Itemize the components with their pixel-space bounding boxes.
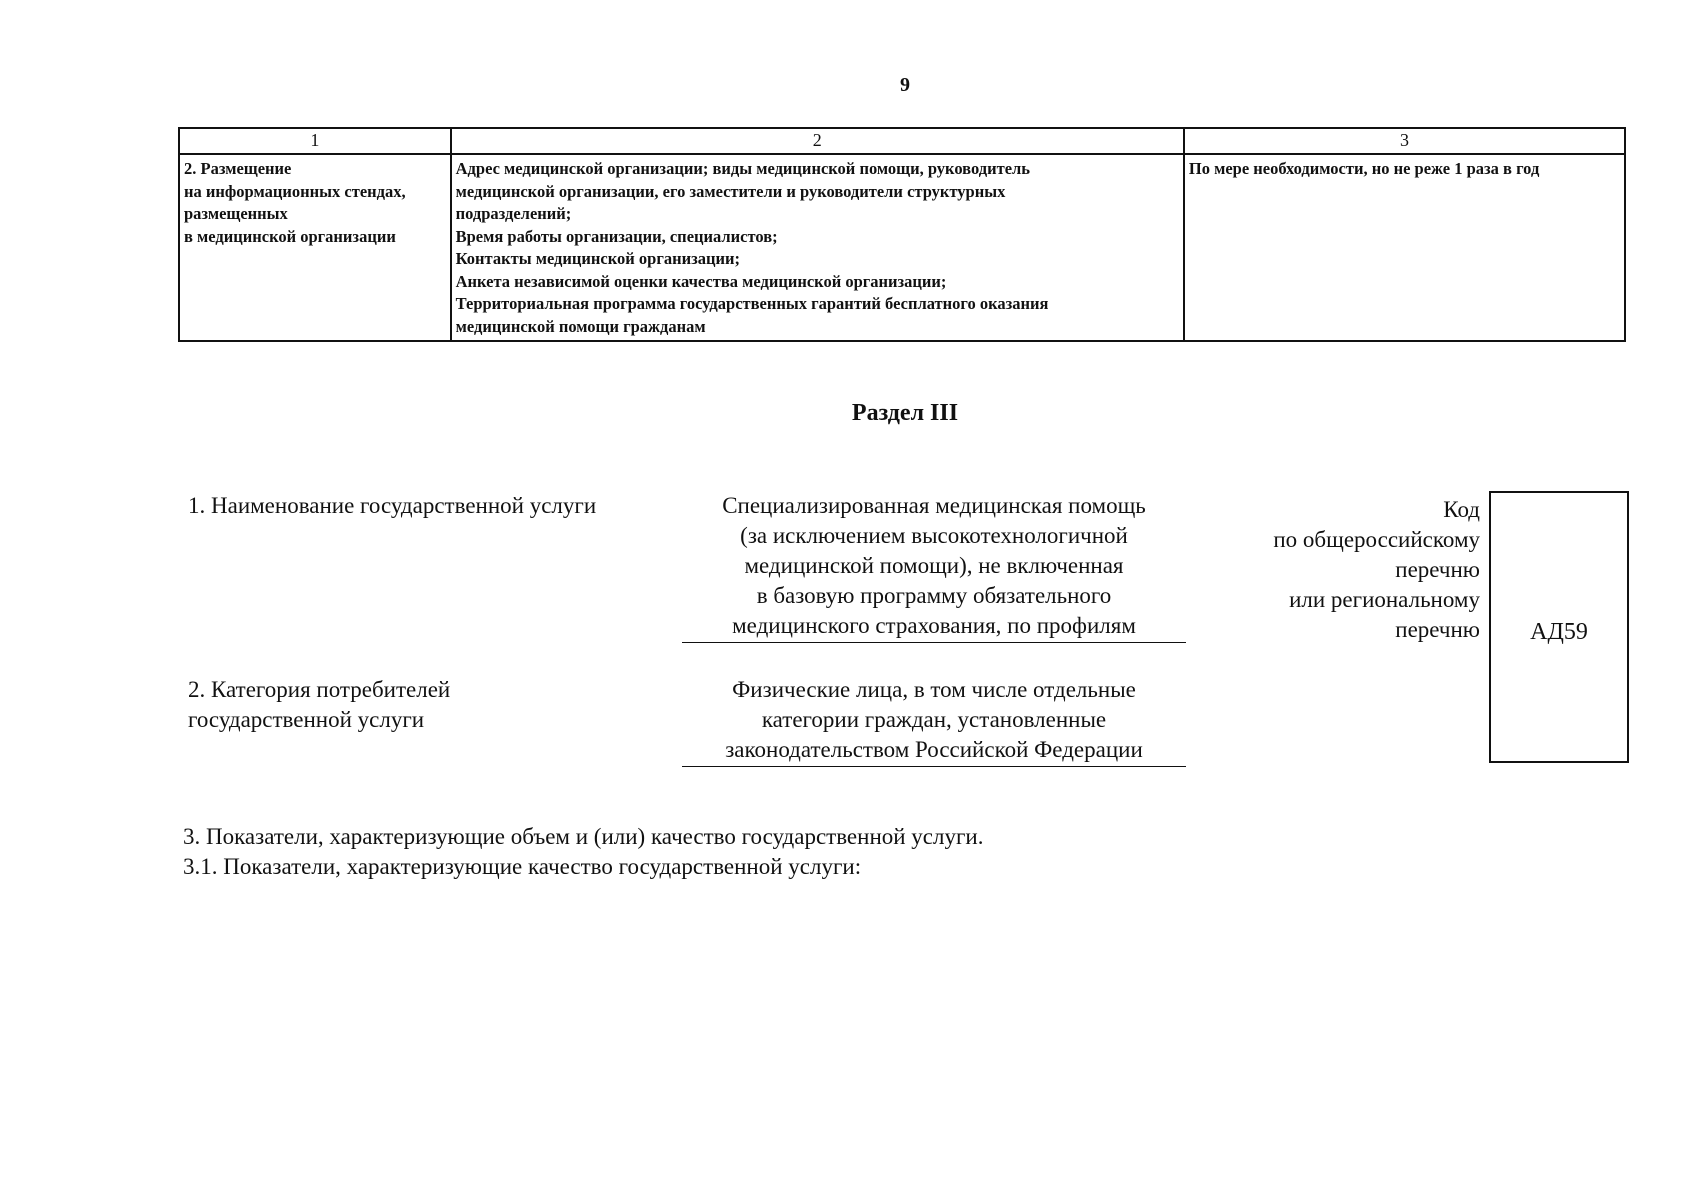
category-label-line: 2. Категория потребителей bbox=[188, 677, 451, 702]
category-value-line: категории граждан, установленные bbox=[761, 707, 1107, 732]
cell-text-line: 2. Размещение bbox=[184, 159, 292, 178]
service-name-label: 1. Наименование государственной услуги bbox=[188, 493, 597, 518]
cell-text-line: размещенных bbox=[184, 204, 288, 223]
table-cell-frequency bbox=[1184, 154, 1625, 341]
code-label-line: по общероссийскому bbox=[1273, 527, 1480, 552]
service-name-line: Специализированная медицинская помощь bbox=[722, 493, 1146, 518]
cell-text-line: в медицинской организации bbox=[184, 226, 396, 246]
code-label-line: перечню bbox=[1395, 557, 1480, 582]
table-header-cell: 1 bbox=[179, 128, 451, 154]
service-name-line: медицинского страхования, по профилям bbox=[732, 613, 1136, 638]
code-value: АД59 bbox=[1530, 619, 1588, 645]
page-number: 9 bbox=[900, 74, 910, 96]
table-header-cell: 3 bbox=[1184, 128, 1625, 154]
code-label-line: перечню bbox=[1395, 617, 1480, 642]
cell-text-line: Время работы организации, специалистов; bbox=[455, 226, 778, 246]
consumer-category-label bbox=[188, 675, 450, 735]
section-title: Раздел III bbox=[851, 400, 959, 426]
cell-text-line: подразделений; bbox=[455, 204, 572, 223]
table-cell-method bbox=[179, 154, 451, 341]
info-table bbox=[178, 127, 1626, 342]
table-row bbox=[179, 154, 1625, 341]
service-name-value bbox=[682, 491, 1186, 643]
service-name-line: медицинской помощи), не включенная bbox=[744, 553, 1124, 578]
indicators-heading: 3. Показатели, характеризующие объем и (или) качество государственной услуги. bbox=[183, 824, 984, 849]
code-label-line: или региональному bbox=[1289, 587, 1480, 612]
table-cell-content bbox=[451, 154, 1184, 341]
code-label bbox=[1220, 495, 1480, 645]
cell-text-line: По мере необходимости, но не реже 1 раза в год bbox=[1188, 159, 1540, 178]
service-name-line: (за исключением высокотехнологичной bbox=[740, 523, 1128, 548]
consumer-category-value bbox=[682, 675, 1186, 767]
category-label-line: государственной услуги bbox=[188, 707, 425, 732]
table-header-cell: 2 bbox=[451, 128, 1184, 154]
cell-text-line: Адрес медицинской организации; виды медицинской помощи, руководитель bbox=[455, 159, 1031, 178]
quality-indicators-heading: 3.1. Показатели, характеризующие качество государственной услуги: bbox=[183, 854, 862, 879]
table-header-row bbox=[179, 128, 1625, 154]
cell-text-line: медицинской помощи гражданам bbox=[455, 316, 706, 336]
cell-text-line: на информационных стендах, bbox=[184, 181, 406, 201]
cell-text-line: медицинской организации, его заместители и руководители структурных bbox=[455, 181, 1006, 201]
category-value-line: Физические лица, в том числе отдельные bbox=[732, 677, 1136, 702]
code-label-line: Код bbox=[1443, 497, 1480, 522]
cell-text-line: Контакты медицинской организации; bbox=[455, 249, 740, 268]
service-name-line: в базовую программу обязательного bbox=[756, 583, 1112, 608]
code-box bbox=[1489, 491, 1629, 763]
cell-text-line: Анкета независимой оценки качества медицинской организации; bbox=[455, 271, 947, 291]
category-value-line: законодательством Российской Федерации bbox=[725, 737, 1143, 762]
cell-text-line: Территориальная программа государственных гарантий бесплатного оказания bbox=[455, 294, 1049, 313]
